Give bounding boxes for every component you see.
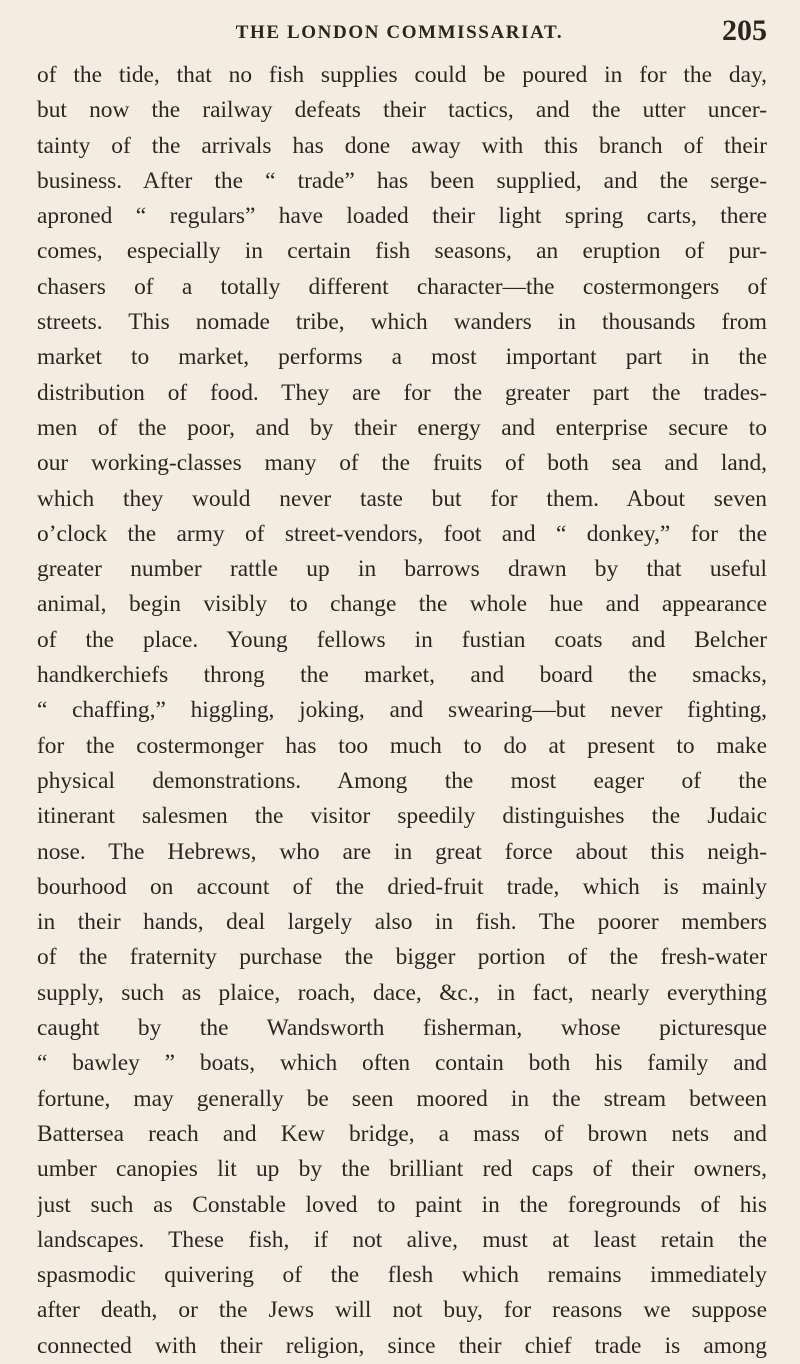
- text-line: of the fraternity purchase the bigger portion of the fresh-water: [37, 944, 767, 971]
- running-head: [32, 14, 767, 54]
- text-line: distribution of food. They are for the greater part the trades-: [37, 379, 767, 406]
- text-line: of the tide, that no fish supplies could be poured in for the day,: [37, 62, 767, 88]
- text-line: connected with their religion, since their chief trade is among: [37, 1332, 767, 1359]
- text-line: nose. The Hebrews, who are in great force about this neigh-: [37, 838, 767, 865]
- text-line: greater number rattle up in barrows drawn by that useful: [37, 556, 767, 583]
- text-line: landscapes. These fish, if not alive, must at least retain the: [37, 1226, 767, 1253]
- text-line: bourhood on account of the dried-fruit trade, which is mainly: [37, 873, 767, 900]
- text-line: umber canopies lit up by the brilliant red caps of their owners,: [37, 1156, 767, 1183]
- text-line: after death, or the Jews will not buy, for reasons we suppose: [37, 1297, 767, 1324]
- text-line: but now the railway defeats their tactics, and the utter uncer-: [37, 97, 767, 124]
- text-line: o’clock the army of street-vendors, foot and “ donkey,” for the: [37, 520, 767, 547]
- text-line: caught by the Wandsworth fisherman, whose picturesque: [37, 1015, 767, 1042]
- text-line: spasmodic quivering of the flesh which remains immediately: [37, 1262, 767, 1289]
- text-line: supply, such as plaice, roach, dace, &c., in fact, nearly everything: [37, 979, 767, 1006]
- text-line: “ chaffing,” higgling, joking, and swearing—but never fighting,: [37, 697, 767, 724]
- text-line: handkerchiefs throng the market, and board the smacks,: [37, 662, 767, 689]
- text-line: tainty of the arrivals has done away with this branch of their: [37, 132, 767, 159]
- text-line: itinerant salesmen the visitor speedily distinguishes the Judaic: [37, 803, 767, 830]
- text-line: men of the poor, and by their energy and enterprise secure to: [37, 414, 767, 441]
- text-line: animal, begin visibly to change the whole hue and appearance: [37, 591, 767, 618]
- text-line: physical demonstrations. Among the most eager of the: [37, 767, 767, 794]
- text-line: of the place. Young fellows in fustian coats and Belcher: [37, 626, 767, 653]
- text-line: fortune, may generally be seen moored in the stream between: [37, 1085, 767, 1112]
- text-line: “ bawley ” boats, which often contain both his family and: [37, 1050, 767, 1077]
- text-line: for the costermonger has too much to do at present to make: [37, 732, 767, 759]
- text-line: streets. This nomade tribe, which wanders in thousands from: [37, 309, 767, 336]
- text-line: aproned “ regulars” have loaded their light spring carts, there: [37, 203, 767, 230]
- running-title: THE LONDON COMMISSARIAT.: [235, 22, 564, 43]
- text-line: our working-classes many of the fruits of both sea and land,: [37, 450, 767, 477]
- text-line: just such as Constable loved to paint in the foregrounds of his: [37, 1191, 767, 1218]
- text-line: chasers of a totally different character—the costermongers of: [37, 273, 767, 300]
- page-number: 205: [722, 14, 767, 47]
- text-line: comes, especially in certain fish seasons, an eruption of pur-: [37, 238, 767, 265]
- text-line: market to market, performs a most important part in the: [37, 344, 767, 371]
- text-line: Battersea reach and Kew bridge, a mass of brown nets and: [37, 1120, 767, 1147]
- body-text: [37, 58, 767, 1364]
- text-line: in their hands, deal largely also in fish. The poorer members: [37, 909, 767, 936]
- text-line: which they would never taste but for them. About seven: [37, 485, 767, 512]
- text-line: business. After the “ trade” has been supplied, and the serge-: [37, 167, 767, 194]
